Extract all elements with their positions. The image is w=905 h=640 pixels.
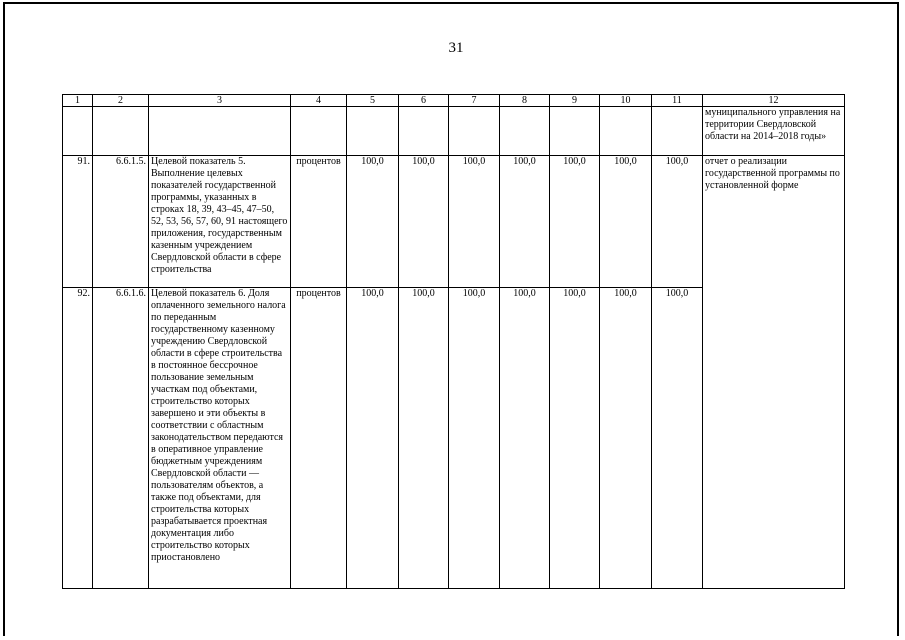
col-header: 8 [500, 95, 550, 107]
value-cell: 100,0 [449, 288, 500, 589]
col-header: 10 [600, 95, 652, 107]
indicator-description: Целевой показатель 5. Выполнение целевых показателей государственной программы, указанных в строках 18, 39, 43–45, 47–50, 52, 53, 56, 57, 60, 91 настоящего приложения, государственным казенным учреждением Свердловской области в сфере строительства [149, 156, 291, 288]
col-header: 6 [399, 95, 449, 107]
value-cell: 100,0 [347, 288, 399, 589]
value-cell: 100,0 [399, 156, 449, 288]
col-header: 12 [703, 95, 845, 107]
page-number: 31 [448, 40, 464, 56]
value-cell: 100,0 [500, 288, 550, 589]
value-cell: 100,0 [550, 288, 600, 589]
row-code: 6.6.1.6. [93, 288, 149, 589]
row-number: 92. [63, 288, 93, 589]
col-header: 9 [550, 95, 600, 107]
value-cell: 100,0 [550, 156, 600, 288]
unit-cell: процентов [291, 288, 347, 589]
col-header: 5 [347, 95, 399, 107]
value-cell: 100,0 [652, 156, 703, 288]
value-cell: 100,0 [500, 156, 550, 288]
source-cell: отчет о реализации государственной программы по установленной форме [703, 156, 845, 589]
value-cell: 100,0 [652, 288, 703, 589]
col-header: 11 [652, 95, 703, 107]
unit-cell: процентов [291, 156, 347, 288]
table-row-continuation [63, 107, 845, 156]
col-header: 2 [93, 95, 149, 107]
col-header: 7 [449, 95, 500, 107]
row-number: 91. [63, 156, 93, 288]
header-row [63, 95, 845, 107]
col-header: 1 [63, 95, 93, 107]
indicator-table [62, 94, 845, 589]
value-cell: 100,0 [449, 156, 500, 288]
col-header: 4 [291, 95, 347, 107]
source-cell: муниципального управления на территории Свердловской области на 2014–2018 годы» [703, 107, 845, 156]
value-cell: 100,0 [600, 288, 652, 589]
value-cell: 100,0 [600, 156, 652, 288]
table-row [63, 156, 845, 288]
row-code: 6.6.1.5. [93, 156, 149, 288]
value-cell: 100,0 [347, 156, 399, 288]
indicator-description: Целевой показатель 6. Доля оплаченного земельного налога по переданным государственному казенному учреждению Свердловской области в сфере строительства в постоянное бессрочное пользование земельным участкам под объектами, строительство которых завершено и эти объекты в соответствии с областным законодательством передаются в оперативное управление бюджетным учреждениям Свердловской области — пользователям объектов, а также под объектами, для строительства которых разрабатывается проектная документация либо строительство которых приостановлено [149, 288, 291, 589]
col-header: 3 [149, 95, 291, 107]
value-cell: 100,0 [399, 288, 449, 589]
